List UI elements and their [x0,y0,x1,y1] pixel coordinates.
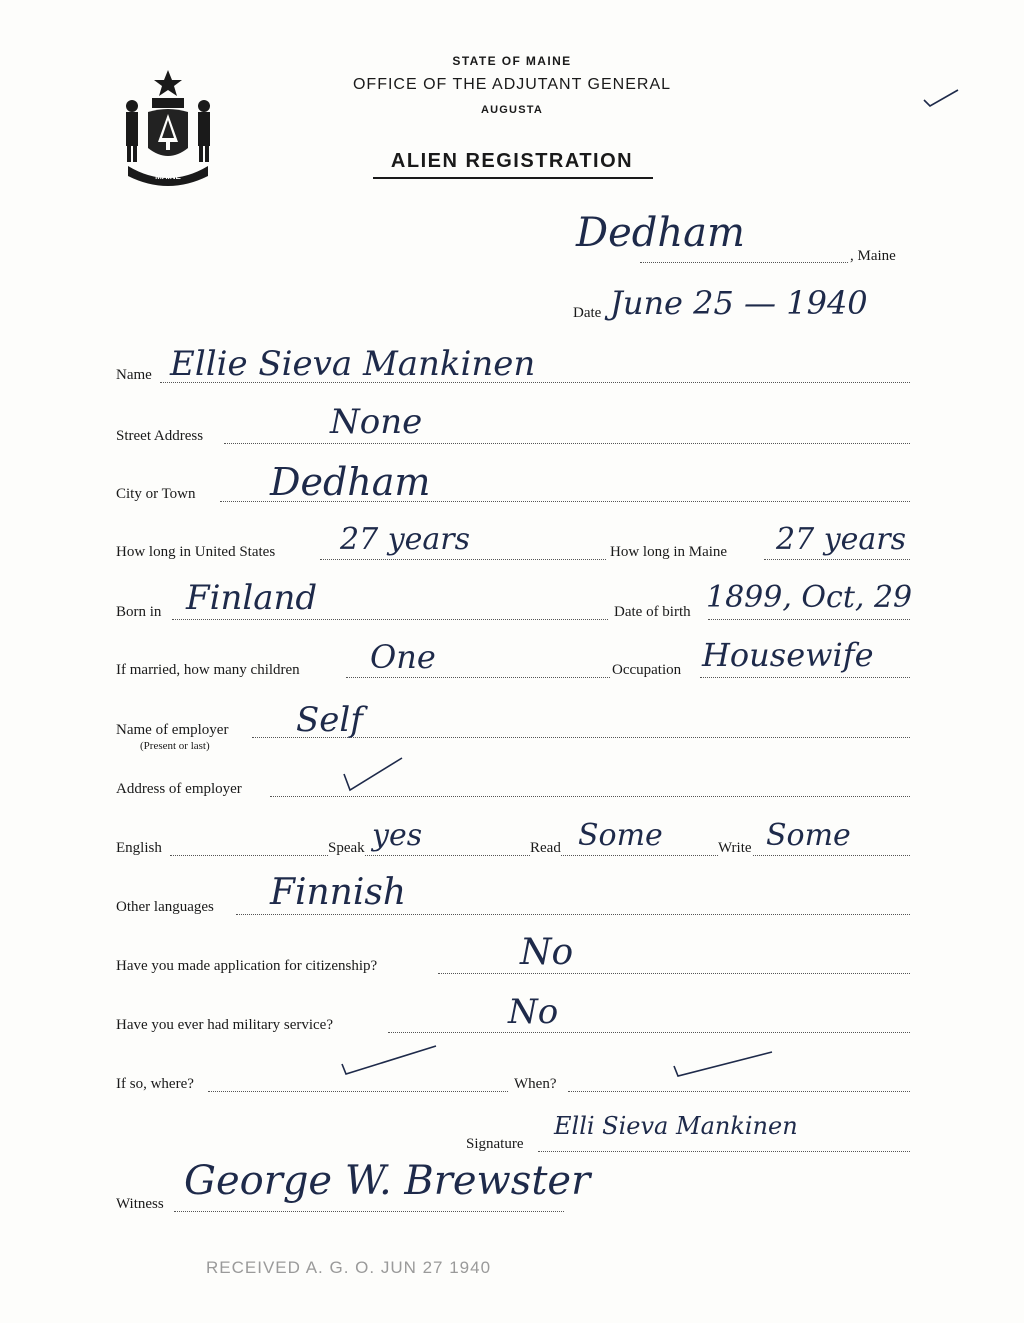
write-label: Write [718,840,752,856]
title-underline [373,177,653,179]
signature-value: Elli Sieva Mankinen [554,1112,798,1140]
place-dotted-line [640,262,848,263]
when-check-mark-icon [668,1046,780,1082]
how-long-us-label: How long in United States [116,544,276,560]
header-office: OFFICE OF THE ADJUTANT GENERAL [352,76,672,93]
dob-label: Date of birth [614,604,691,620]
employer-address-check-mark-icon [330,740,410,796]
employer-address-dotted-line [270,796,910,797]
other-languages-label: Other languages [116,899,214,915]
where-check-mark-icon [336,1040,446,1084]
witness-value: George W. Brewster [184,1158,591,1204]
military-label: Have you ever had military service? [116,1017,333,1033]
how-long-us-dotted-line [320,559,606,560]
witness-label: Witness [116,1196,164,1212]
read-value: Some [578,818,663,853]
where-label: If so, where? [116,1076,194,1092]
corner-check-mark-icon [922,86,962,110]
street-value: None [330,402,423,442]
occupation-label: Occupation [612,662,682,678]
dob-dotted-line [708,619,910,620]
date-value: June 25 — 1940 [610,284,868,322]
born-in-label: Born in [116,604,162,620]
speak-label: Speak [328,840,365,856]
children-dotted-line [346,677,610,678]
street-label: Street Address [116,428,204,444]
english-label: English [116,840,162,856]
write-value: Some [766,818,851,853]
signature-dotted-line [538,1151,910,1152]
signature-label: Signature [466,1136,524,1152]
when-label: When? [514,1076,557,1092]
city-value: Dedham [270,460,431,504]
witness-dotted-line [174,1211,564,1212]
name-label: Name [116,367,152,383]
place-suffix: , Maine [850,248,896,264]
children-label: If married, how many children [116,662,300,678]
occupation-dotted-line [700,677,910,678]
how-long-maine-value: 27 years [776,522,907,557]
military-value: No [508,992,559,1032]
employer-label: Name of employer [116,722,229,738]
other-languages-value: Finnish [270,872,407,913]
how-long-maine-label: How long in Maine [610,544,728,560]
citizenship-label: Have you made application for citizenship? [116,958,378,974]
city-label: City or Town [116,486,196,502]
how-long-us-value: 27 years [340,522,471,557]
where-dotted-line [208,1091,508,1092]
when-dotted-line [568,1091,910,1092]
street-dotted-line [224,443,910,444]
military-dotted-line [388,1032,910,1033]
received-stamp: RECEIVED A. G. O. JUN 27 1940 [206,1258,492,1277]
date-label: Date [573,305,602,321]
employer-value: Self [296,700,363,740]
read-label: Read [530,840,561,856]
dob-value: 1899, Oct, 29 [706,580,913,615]
employer-sublabel: (Present or last) [140,740,210,752]
place-value: Dedham [576,210,745,256]
name-value: Ellie Sieva Mankinen [170,344,536,384]
born-in-value: Finland [186,578,318,618]
header-city: AUGUSTA [481,104,543,116]
header-state: STATE OF MAINE [452,54,572,68]
form-title: ALIEN REGISTRATION [390,150,634,172]
other-languages-dotted-line [236,914,910,915]
speak-value: yes [372,818,423,853]
born-in-dotted-line [172,619,608,620]
citizenship-dotted-line [438,973,910,974]
seal-banner-text: MAINE [155,172,181,181]
employer-address-label: Address of employer [116,781,242,797]
how-long-maine-dotted-line [764,559,910,560]
citizenship-value: No [520,932,574,973]
children-value: One [370,638,436,676]
occupation-value: Housewife [702,636,874,674]
